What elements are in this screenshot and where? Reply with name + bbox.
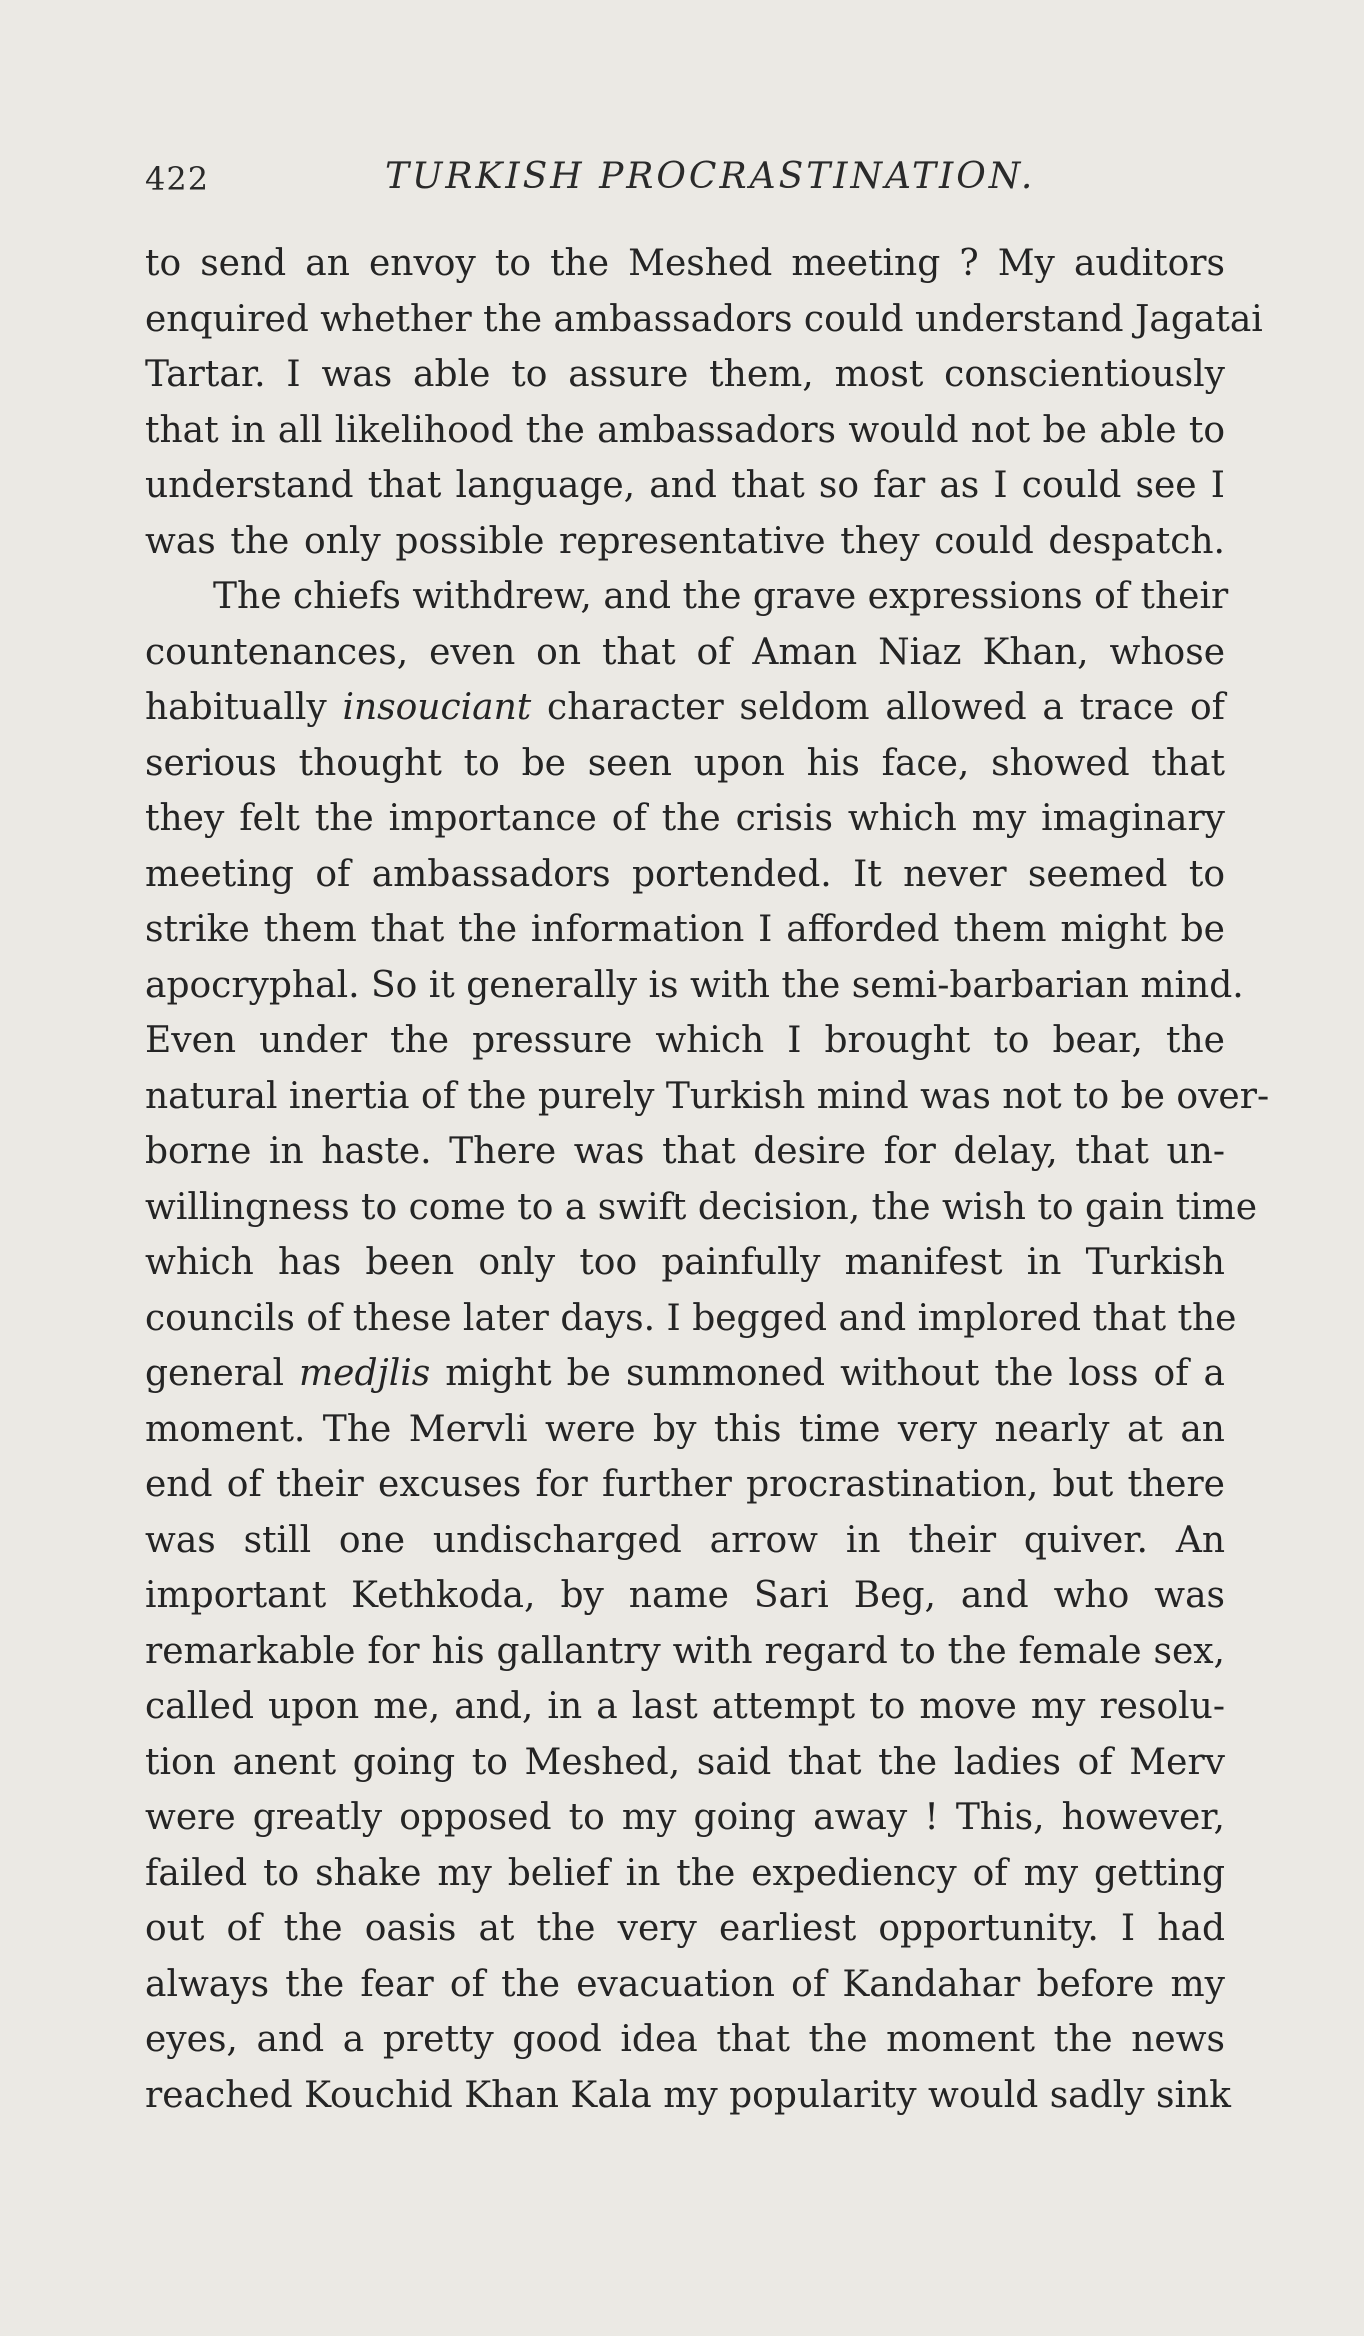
text-line: willingness to come to a swift decision, the wish to gain time (145, 1186, 1258, 1228)
text-line: apocryphal. So it generally is with the semi-barbarian mind. (145, 964, 1244, 1006)
text-line: reached Kouchid Khan Kala my popularity would sadly sink (145, 2074, 1231, 2116)
text-line: failed to shake my belief in the expediency of my getting (145, 1852, 1225, 1894)
text-line: were greatly opposed to my going away ! This, however, (145, 1797, 1225, 1838)
page-header (145, 150, 1235, 210)
text-line: they felt the importance of the crisis which my imaginary (145, 798, 1225, 839)
text-line: eyes, and a pretty good idea that the moment the news (145, 2019, 1225, 2060)
text-line: natural inertia of the purely Turkish mind was not to be over- (145, 1075, 1270, 1117)
text-line: tion anent going to Meshed, said that the ladies of Merv (145, 1741, 1225, 1783)
text-segment: general (145, 1353, 300, 1394)
text-line: enquired whether the ambassadors could understand Jagatai (145, 298, 1263, 340)
text-line: was the only possible representative they could despatch. (145, 520, 1225, 562)
text-line: The chiefs withdrew, and the grave expressions of their (213, 576, 1229, 617)
text-line: moment. The Mervli were by this time very nearly at an (145, 1408, 1225, 1450)
body-text (145, 236, 1270, 2123)
italic-term: insouciant (342, 687, 532, 728)
text-line: important Kethkoda, by name Sari Beg, and who was (145, 1575, 1225, 1616)
text-line: remarkable for his gallantry with regard to the female sex, (145, 1630, 1225, 1672)
text-line: to send an envoy to the Meshed meeting ? My auditors (145, 243, 1225, 284)
text-line: Tartar. I was able to assure them, most conscientiously (145, 354, 1225, 395)
text-segment: might be summoned without the loss of a (430, 1353, 1226, 1394)
text-line: that in all likelihood the ambassadors would not be able to (145, 409, 1225, 451)
text-line: serious thought to be seen upon his face, showed that (145, 742, 1225, 784)
text-line: end of their excuses for further procrastination, but there (145, 1464, 1225, 1505)
text-line: countenances, even on that of Aman Niaz Khan, whose (145, 631, 1225, 673)
text-line: meeting of ambassadors portended. It never seemed to (145, 853, 1225, 895)
text-line: understand that language, and that so far as I could see I (145, 465, 1225, 506)
text-line: which has been only too painfully manifest in Turkish (145, 1242, 1225, 1283)
running-title: TURKISH PROCRASTINATION. (385, 156, 1036, 197)
page-number: 422 (145, 160, 210, 198)
text-line: was still one undischarged arrow in their quiver. An (145, 1519, 1225, 1561)
text-line: Even under the pressure which I brought to bear, the (145, 1020, 1225, 1061)
text-line (145, 1346, 1225, 1402)
italic-term: medjlis (299, 1353, 431, 1394)
text-line: strike them that the information I afforded them might be (145, 909, 1225, 950)
text-segment: character seldom allowed a trace of (531, 687, 1225, 728)
text-line: called upon me, and, in a last attempt to move my resolu- (145, 1686, 1225, 1727)
text-line: borne in haste. There was that desire for delay, that un- (145, 1131, 1225, 1172)
text-line: councils of these later days. I begged and implored that the (145, 1297, 1237, 1339)
text-segment: habitually (145, 687, 343, 728)
text-line: always the fear of the evacuation of Kandahar before my (145, 1963, 1225, 2005)
text-line (145, 680, 1225, 736)
text-line: out of the oasis at the very earliest opportunity. I had (145, 1908, 1225, 1949)
